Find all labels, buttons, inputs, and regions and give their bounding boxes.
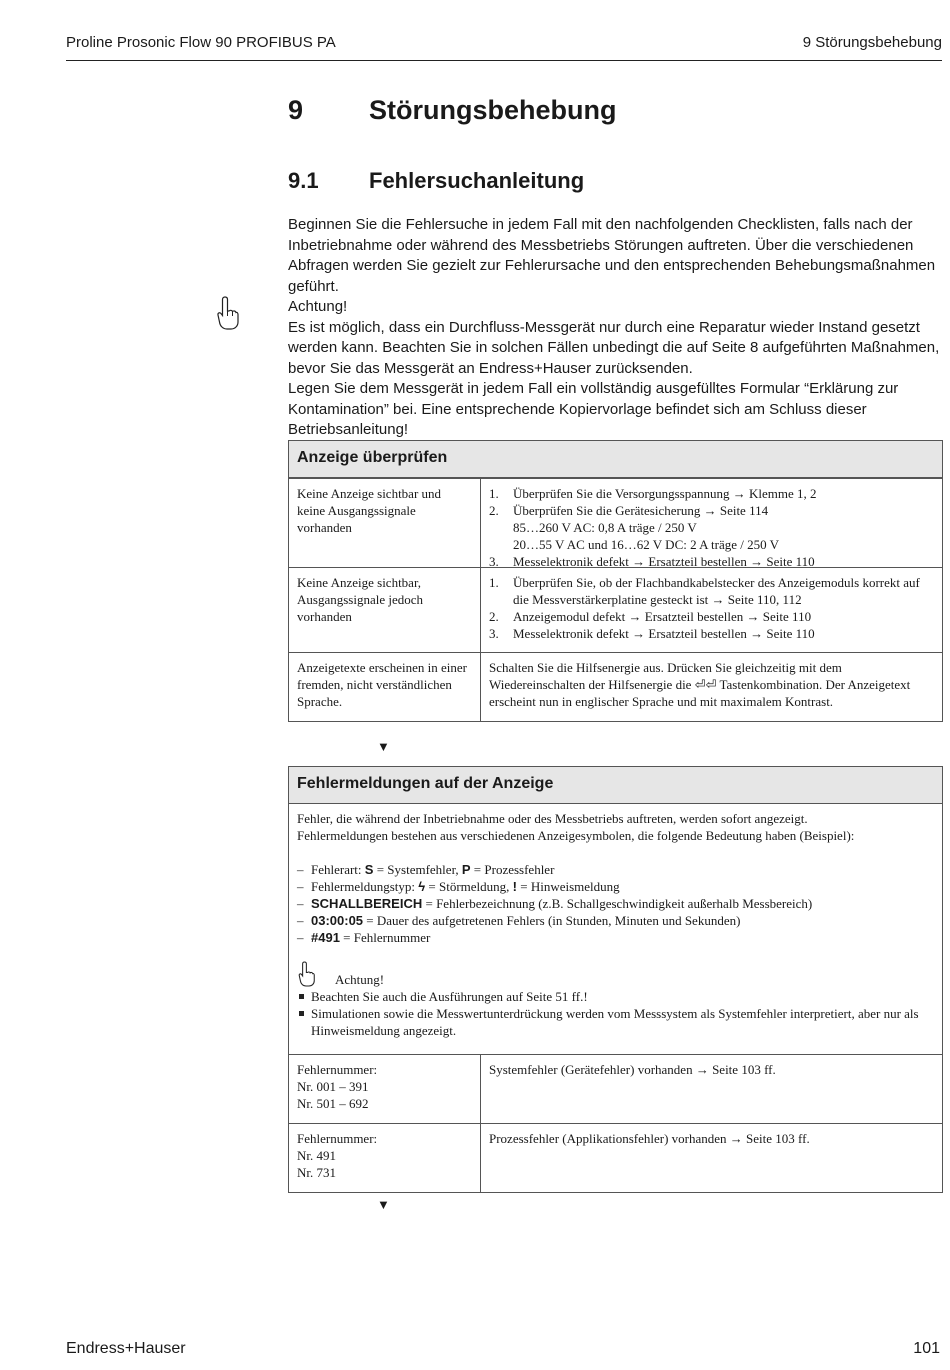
caution-text-2: Legen Sie dem Messgerät in jedem Fall ein vollständig ausgefülltes Formular “Erklärung zur Kontamination” bei. Eine entsprechende Kopiervorlage befindet sich am Schluss dieser Betriebsanleitung!	[288, 380, 899, 438]
symptom-cell: Keine Anzeige sichtbar, Ausgangssignale jedoch vorhanden	[289, 568, 481, 652]
list-item: 1. Überprüfen Sie, ob der Flachbandkabelstecker des Anzeigemoduls korrekt auf die Messverstärkerplatine gesteckt ist → Seite 110, 112	[489, 575, 920, 607]
page-header	[66, 32, 942, 61]
error-messages-table	[288, 766, 943, 1193]
section-number: 9.1	[288, 168, 319, 193]
error-number-cell: Fehlernummer: Nr. 001 – 391 Nr. 501 – 692	[289, 1055, 481, 1123]
list-item: – Fehlerart: S = Systemfehler, P = Prozessfehler	[297, 862, 555, 877]
caution-title: Achtung!	[335, 972, 385, 987]
list-item: 3. Messelektronik defekt → Ersatzteil bestellen → Seite 110	[489, 626, 815, 641]
list-item: Simulationen sowie die Messwertunterdrückung werden vom Messsystem als Systemfehler interpretiert, aber nur als Hinweismeldung angezeigt.	[297, 1005, 934, 1039]
footer-brand: Endress+Hauser	[66, 1340, 186, 1357]
symptom-cell: Anzeigetexte erscheinen in einer fremden, nicht verständlichen Sprache.	[289, 653, 481, 721]
caution-block	[288, 297, 943, 441]
table-row	[289, 478, 942, 567]
error-type-cell: Prozessfehler (Applikationsfehler) vorhanden → Seite 103 ff.	[489, 1131, 810, 1146]
list-item: 3. Messelektronik defekt → Ersatzteil bestellen → Seite 110	[489, 554, 815, 569]
intro-text: Beginnen Sie die Fehlersuche in jedem Fall mit den nachfolgenden Checklisten, falls nach der Inbetriebnahme oder während des Messbetriebs Störungen auftreten. Über die verschiedenen Abfragen werden Sie gezielt zur Fehlerursache und den entsprechenden Behebungsmaßnahmen geführt.	[288, 216, 936, 295]
header-title: Proline Prosonic Flow 90 PROFIBUS PA	[66, 34, 336, 51]
list-item: 2. Anzeigemodul defekt → Ersatzteil bestellen → Seite 110	[489, 609, 812, 624]
list-item: – Fehlermeldungstyp: ϟ = Störmeldung, ! = Hinweismeldung	[297, 879, 620, 894]
intro-line-1: Fehler, die während der Inbetriebnahme oder des Messbetriebs auftreten, werden sofort angezeigt.	[297, 811, 808, 826]
symptom-cell: Keine Anzeige sichtbar und keine Ausgangssignale vorhanden	[289, 479, 481, 567]
table-row	[289, 652, 942, 721]
chapter-heading	[288, 95, 616, 126]
display-check-table	[288, 440, 943, 722]
table-title: Fehlermeldungen auf der Anzeige	[289, 767, 942, 804]
intro-line-2: Fehlermeldungen bestehen aus verschiedenen Anzeigesymbolen, die folgende Bedeutung haben (Beispiel):	[297, 828, 855, 843]
pointing-hand-icon	[215, 295, 239, 331]
chapter-number: 9	[288, 95, 304, 125]
section-title: Fehlersuchanleitung	[369, 168, 585, 193]
caution-title: Achtung!	[288, 298, 348, 315]
page-number: 101	[913, 1340, 940, 1357]
pointing-hand-icon	[297, 960, 315, 988]
section-heading	[288, 168, 584, 194]
list-item: – SCHALLBEREICH = Fehlerbezeichnung (z.B. Schallgeschwindigkeit außerhalb Messbereich)	[297, 896, 813, 911]
table-row	[289, 567, 942, 652]
table-row	[289, 1123, 942, 1192]
chapter-title: Störungsbehebung	[369, 95, 617, 125]
flow-arrow: ▼	[377, 1197, 390, 1212]
caution-text-1: Es ist möglich, dass ein Durchfluss-Messgerät nur durch eine Reparatur wieder Instand gesetzt werden kann. Beachten Sie in solchen Fällen unbedingt die auf Seite 8 aufgeführten Maßnahmen, bevor Sie das Messgerät an Endress+Hauser zurücksenden.	[288, 318, 940, 377]
list-item: – 03:00:05 = Dauer des aufgetretenen Fehlers (in Stunden, Minuten und Sekunden)	[297, 913, 741, 928]
table-row	[289, 1054, 942, 1123]
remedy-cell	[481, 568, 942, 652]
error-type-cell: Systemfehler (Gerätefehler) vorhanden → Seite 103 ff.	[489, 1062, 776, 1077]
error-number-cell: Fehlernummer: Nr. 491 Nr. 731	[289, 1124, 481, 1192]
list-item: 2. Überprüfen Sie die Gerätesicherung → Seite 114 85…260 V AC: 0,8 A träge / 250 V 20…55 V AC und 16…62 V DC: 2 A träge / 250 V	[489, 503, 780, 552]
error-explanation	[289, 804, 942, 1054]
intro-paragraph	[288, 215, 943, 297]
header-section: 9 Störungsbehebung	[802, 34, 942, 51]
remedy-cell: Schalten Sie die Hilfsenergie aus. Drücken Sie gleichzeitig mit dem Wiedereinschalten der Hilfsenergie die ⏎⏎ Tastenkombination. Der Anzeigetext erscheint nun in englischer Sprache und mit maximalem Kontrast.	[489, 660, 911, 709]
list-item: Beachten Sie auch die Ausführungen auf Seite 51 ff.!	[297, 988, 934, 1005]
list-item: – #491 = Fehlernummer	[297, 930, 431, 945]
flow-arrow: ▼	[377, 739, 390, 754]
table-title: Anzeige überprüfen	[289, 441, 942, 478]
remedy-cell	[481, 479, 942, 567]
list-item: 1. Überprüfen Sie die Versorgungsspannung → Klemme 1, 2	[489, 486, 817, 501]
